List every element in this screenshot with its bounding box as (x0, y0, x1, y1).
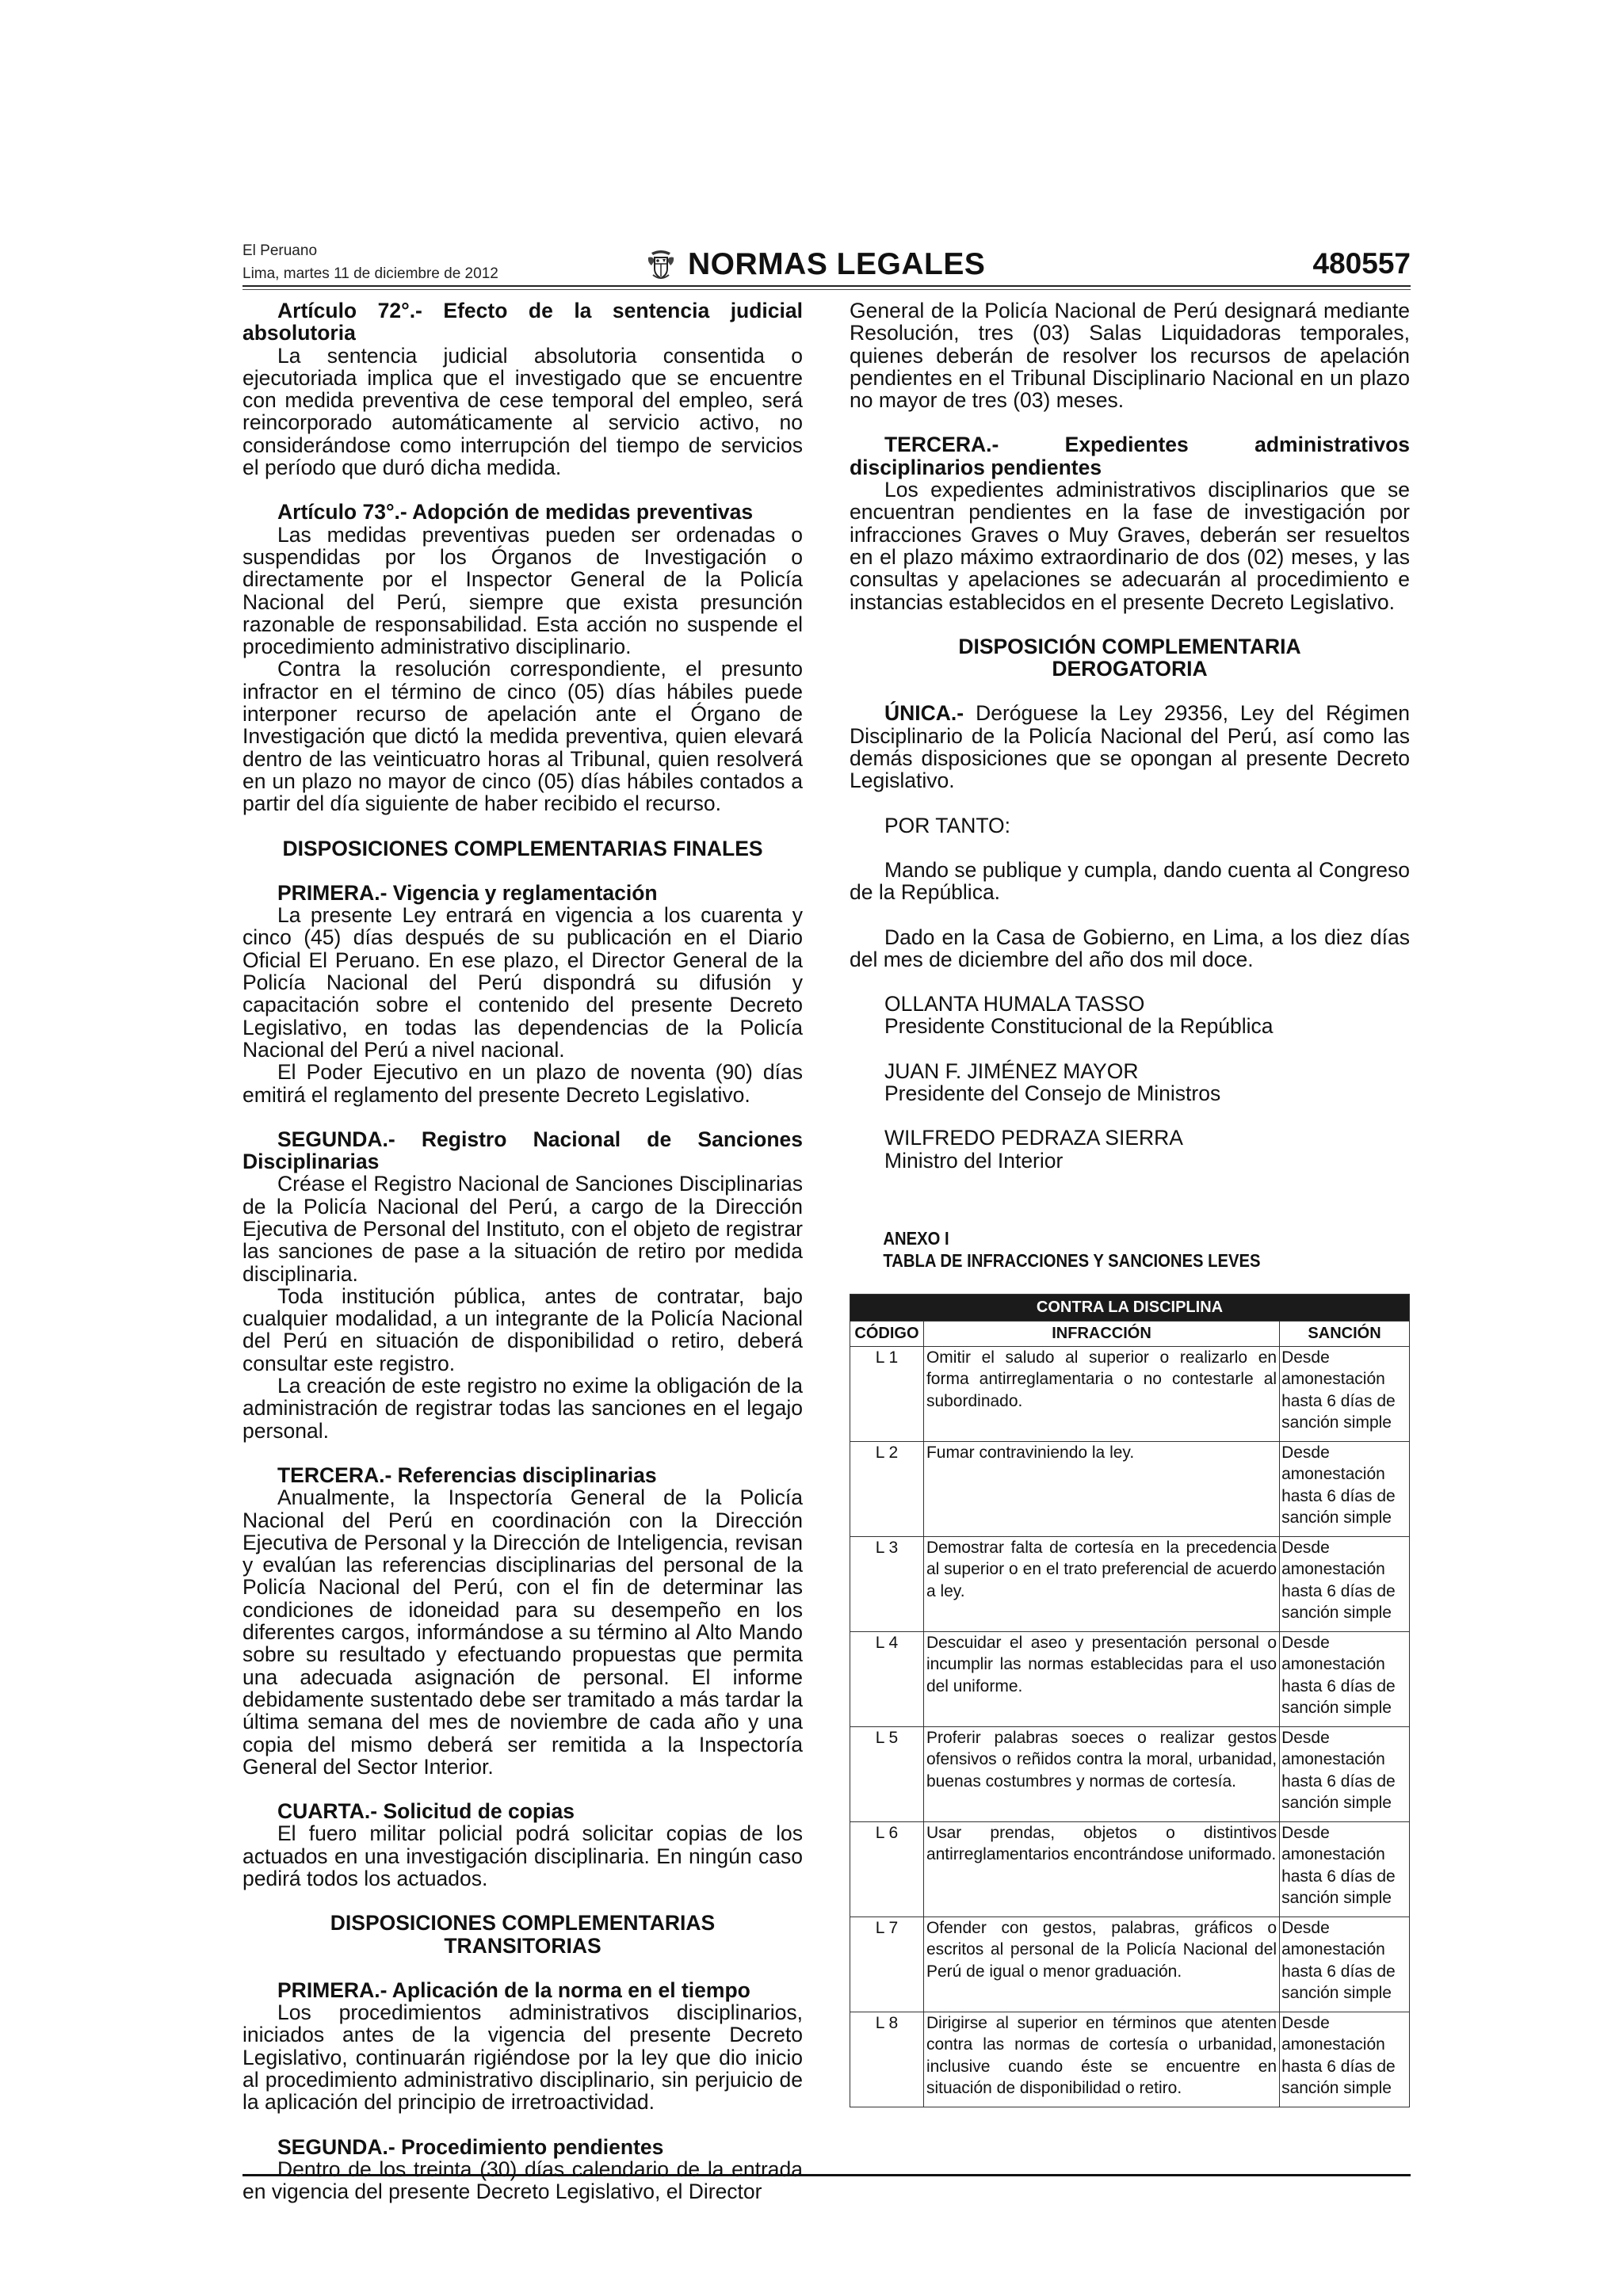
finales-primera-text-2: El Poder Ejecutivo en un plazo de noventa (90) días emitirá el reglamento del presente Decreto Legislativo. (242, 1060, 803, 1107)
finales-heading: DISPOSICIONES COMPLEMENTARIAS FINALES (282, 836, 763, 860)
footer-rule (242, 2174, 1411, 2176)
table-row (850, 2012, 1410, 2107)
finales-primera-text-1: La presente Ley entrará en vigencia a los cuarenta y cinco (45) días después de su publicación en el Diario Oficial El Peruano. En ese plazo, el Director General de la Policía Nacional del Perú dispondrá su difusión y capacitación sobre el contenido del presente Decreto Legislativo, en todas las dependencias de la Policía Nacional del Perú a nivel nacional. (242, 903, 803, 1062)
header-rule (242, 285, 1411, 287)
transitorias-tercera-text: Los expedientes administrativos disciplinarios que se encuentran pendientes en la fase de investigación por infracciones Graves o Muy Graves, deberán ser resueltos en el plazo máximo extraordinario de dos (02) meses, y las consultas y apelaciones se adecuarán al procedimiento e instancias establecidos en el presente Decreto Legislativo. (850, 478, 1410, 614)
transitorias-primera-text: Los procedimientos administrativos disciplinarios, iniciados antes de la vigencia del presente Decreto Legislativo, continuarán rigiéndose por la ley que dio inicio al procedimiento administrativo disciplinario, sin perjuicio de la aplicación del principio de irretroactividad. (242, 2000, 803, 2115)
row-infraccion: Fumar contraviniendo la ley. (923, 1441, 1279, 1536)
row-sancion: Desde amonestación hasta 6 días de sanción simple (1280, 1726, 1410, 1821)
table-row (850, 1346, 1410, 1441)
table-header-infraccion: INFRACCIÓN (923, 1321, 1279, 1346)
article-72-title: Artículo 72°.- Efecto de la sentencia judicial absolutoria (242, 299, 803, 345)
row-sancion: Desde amonestación hasta 6 días de sanción simple (1280, 1917, 1410, 2012)
row-code: L 6 (850, 1821, 924, 1917)
signatory-1-role: Presidente Constitucional de la República (884, 1014, 1274, 1039)
row-code: L 1 (850, 1346, 924, 1441)
finales-segunda-text-2: Toda institución pública, antes de contratar, bajo cualquier modalidad, a un integrante de la Policía Nacional del Perú en situación de disponibilidad o retiro, deberá consultar este registro. (242, 1283, 803, 1375)
transitorias-segunda-continued: General de la Policía Nacional de Perú designará mediante Resolución, tres (03) Salas Liquidadoras temporales, quienes deberán de resolver los recursos de apelación pendientes en el Tribunal Disciplinario Nacional en un plazo no mayor de tres (03) meses. (850, 299, 1410, 413)
row-code: L 4 (850, 1631, 924, 1726)
row-infraccion: Dirigirse al superior en términos que atenten contra las normas de cortesía o urbanidad, inclusive cuando éste se encuentre en situación de disponibilidad o retiro. (923, 2012, 1279, 2107)
finales-segunda-title: SEGUNDA.- Registro Nacional de Sanciones Disciplinarias (242, 1127, 803, 1174)
left-column (242, 299, 803, 2203)
transitorias-segunda-text: Dentro de los treinta (30) días calendario de la entrada en vigencia del presente Decreto Legislativo, el Director (242, 2157, 803, 2204)
publication-name: El Peruano (242, 242, 318, 259)
table-row (850, 1726, 1410, 1821)
finales-cuarta-text: El fuero militar policial podrá solicitar copias de los actuados en una investigación disciplinaria. En ningún caso pedirá todos los actuados. (242, 1821, 803, 1890)
derogatoria-heading-2: DEROGATORIA (1052, 657, 1208, 681)
unica-paragraph (850, 702, 1410, 791)
signatory-3-role: Ministro del Interior (884, 1148, 1064, 1173)
signatory-2-role: Presidente del Consejo de Ministros (884, 1081, 1221, 1106)
table-row (850, 1917, 1410, 2012)
derogatoria-heading-1: DISPOSICIÓN COMPLEMENTARIA (958, 634, 1301, 658)
row-sancion: Desde amonestación hasta 6 días de sanción simple (1280, 1821, 1410, 1917)
anexo-subtitle: TABLA DE INFRACCIONES Y SANCIONES LEVES (883, 1249, 1261, 1271)
row-code: L 7 (850, 1917, 924, 2012)
infracciones-table (850, 1294, 1410, 2107)
row-infraccion: Descuidar el aseo y presentación personal o incumplir las normas establecidas para el uso del uniforme. (923, 1631, 1279, 1726)
article-73-title: Artículo 73°.- Adopción de medidas preventivas (277, 500, 754, 524)
transitorias-primera-title: PRIMERA.- Aplicación de la norma en el tiempo (277, 1978, 750, 2002)
coat-of-arms-icon (645, 248, 677, 281)
signatory-1-name: OLLANTA HUMALA TASSO (884, 992, 1145, 1016)
finales-cuarta-title: CUARTA.- Solicitud de copias (277, 1799, 575, 1824)
table-row (850, 1821, 1410, 1917)
article-72-text: La sentencia judicial absolutoria consentida o ejecutoriada implica que el investigado que se encuentre con medida preventiva de cese temporal del empleo, será reincorporado automáticamente al servicio activo, no considerándose como interrupción del tiempo de servicios el período que duró dicha medida. (242, 343, 803, 480)
row-code: L 3 (850, 1536, 924, 1631)
right-column (850, 299, 1410, 2107)
signatory-3-name: WILFREDO PEDRAZA SIERRA (884, 1126, 1183, 1150)
table-header-code: CÓDIGO (850, 1321, 924, 1346)
row-infraccion: Ofender con gestos, palabras, gráficos o escritos al personal de la Policía Nacional del Perú de igual o menor graduación. (923, 1917, 1279, 2012)
signatory-2-name: JUAN F. JIMÉNEZ MAYOR (884, 1058, 1139, 1083)
unica-label: ÚNICA.- (884, 701, 964, 726)
table-row (850, 1536, 1410, 1631)
page-header (242, 239, 1411, 285)
finales-tercera-title: TERCERA.- Referencias disciplinarias (277, 1463, 657, 1487)
finales-segunda-text-3: La creación de este registro no exime la obligación de la administración de registrar todas las sanciones en el legajo personal. (242, 1374, 803, 1443)
row-code: L 8 (850, 2012, 924, 2107)
header-rule-thin (242, 289, 1411, 290)
finales-segunda-text-1: Créase el Registro Nacional de Sanciones Disciplinarias de la Policía Nacional del Perú, a cargo de la Dirección Ejecutiva de Personal del Instituto, con el objeto de registrar las sanciones de pase a la situación de retiro por medida disciplinaria. (242, 1172, 803, 1286)
row-code: L 2 (850, 1441, 924, 1536)
publication-date: Lima, martes 11 de diciembre de 2012 (242, 265, 498, 282)
unica-text: Deróguese la Ley 29356, Ley del Régimen Disciplinario de la Policía Nacional del Perú, así como las demás disposiciones que se opongan al presente Decreto Legislativo. (850, 701, 1410, 793)
article-73-text-2: Contra la resolución correspondiente, el presunto infractor en el término de cinco (05) días hábiles puede interponer recurso de apelación ante el Órgano de Investigación que dictó la medida preventiva, quien elevará dentro de las veinticuatro horas al Tribunal, quien resolverá en un plazo no mayor de cinco (05) días hábiles contados a partir del día siguiente de haber recibido el recurso. (242, 657, 803, 816)
row-sancion: Desde amonestación hasta 6 días de sanción simple (1280, 1631, 1410, 1726)
row-sancion: Desde amonestación hasta 6 días de sanción simple (1280, 2012, 1410, 2107)
header-center (645, 247, 985, 282)
row-infraccion: Demostrar falta de cortesía en la precedencia al superior o en el trato preferencial de acuerdo a ley. (923, 1536, 1279, 1631)
row-sancion: Desde amonestación hasta 6 días de sanción simple (1280, 1441, 1410, 1536)
header-left (242, 239, 498, 285)
finales-primera-title: PRIMERA.- Vigencia y reglamentación (277, 880, 658, 905)
por-tanto: POR TANTO: (884, 813, 1011, 837)
section-title: NORMAS LEGALES (688, 247, 986, 281)
transitorias-heading-1: DISPOSICIONES COMPLEMENTARIAS (330, 1911, 716, 1936)
row-sancion: Desde amonestación hasta 6 días de sanción simple (1280, 1536, 1410, 1631)
row-infraccion: Omitir el saludo al superior o realizarlo en forma antirreglamentaria o no contestarle al subordinado. (923, 1346, 1279, 1441)
page-number: 480557 (1312, 247, 1411, 280)
anexo-title: ANEXO I (883, 1227, 949, 1249)
finales-tercera-text: Anualmente, la Inspectoría General de la Policía Nacional del Perú en coordinación con la Dirección Ejecutiva de Personal y la Dirección de Inteligencia, revisan y evalúan las referencias disciplinarias del personal de la Policía Nacional del Perú, con el fin de determinar las condiciones de idoneidad para su desempeño en los diferentes cargos, informándose a su término al Alto Mando sobre su resultado y efectuando propuestas que permita una adecuada asignación de personal. El informe debidamente sustentado debe ser tramitado a más tardar la última semana del mes de noviembre de cada año y una copia del mismo deberá ser remitida a la Inspectoría General del Sector Interior. (242, 1486, 803, 1779)
row-sancion: Desde amonestación hasta 6 días de sanción simple (1280, 1346, 1410, 1441)
table-row (850, 1631, 1410, 1726)
table-row (850, 1441, 1410, 1536)
table-banner: CONTRA LA DISCIPLINA (850, 1294, 1410, 1321)
transitorias-tercera-title: TERCERA.- Expedientes administrativos disciplinarios pendientes (850, 433, 1410, 479)
article-73-text-1: Las medidas preventivas pueden ser ordenadas o suspendidas por los Órganos de Investigación o directamente por el Inspector General de la Policía Nacional del Perú, siempre que exista presunción razonable de responsabilidad. Esta acción no suspende el procedimiento administrativo disciplinario. (242, 522, 803, 659)
row-code: L 5 (850, 1726, 924, 1821)
transitorias-segunda-title: SEGUNDA.- Procedimiento pendientes (277, 2134, 664, 2159)
row-infraccion: Proferir palabras soeces o realizar gestos ofensivos o reñidos contra la moral, urbanidad, buenas costumbres y normas de cortesía. (923, 1726, 1279, 1821)
mando-text: Mando se publique y cumpla, dando cuenta al Congreso de la República. (850, 857, 1410, 905)
table-header-sancion: SANCIÓN (1280, 1321, 1410, 1346)
dado-text: Dado en la Casa de Gobierno, en Lima, a los diez días del mes de diciembre del año dos mil doce. (850, 925, 1410, 971)
transitorias-heading-2: TRANSITORIAS (444, 1933, 601, 1958)
row-infraccion: Usar prendas, objetos o distintivos antirreglamentarios encontrándose uniformado. (923, 1821, 1279, 1917)
